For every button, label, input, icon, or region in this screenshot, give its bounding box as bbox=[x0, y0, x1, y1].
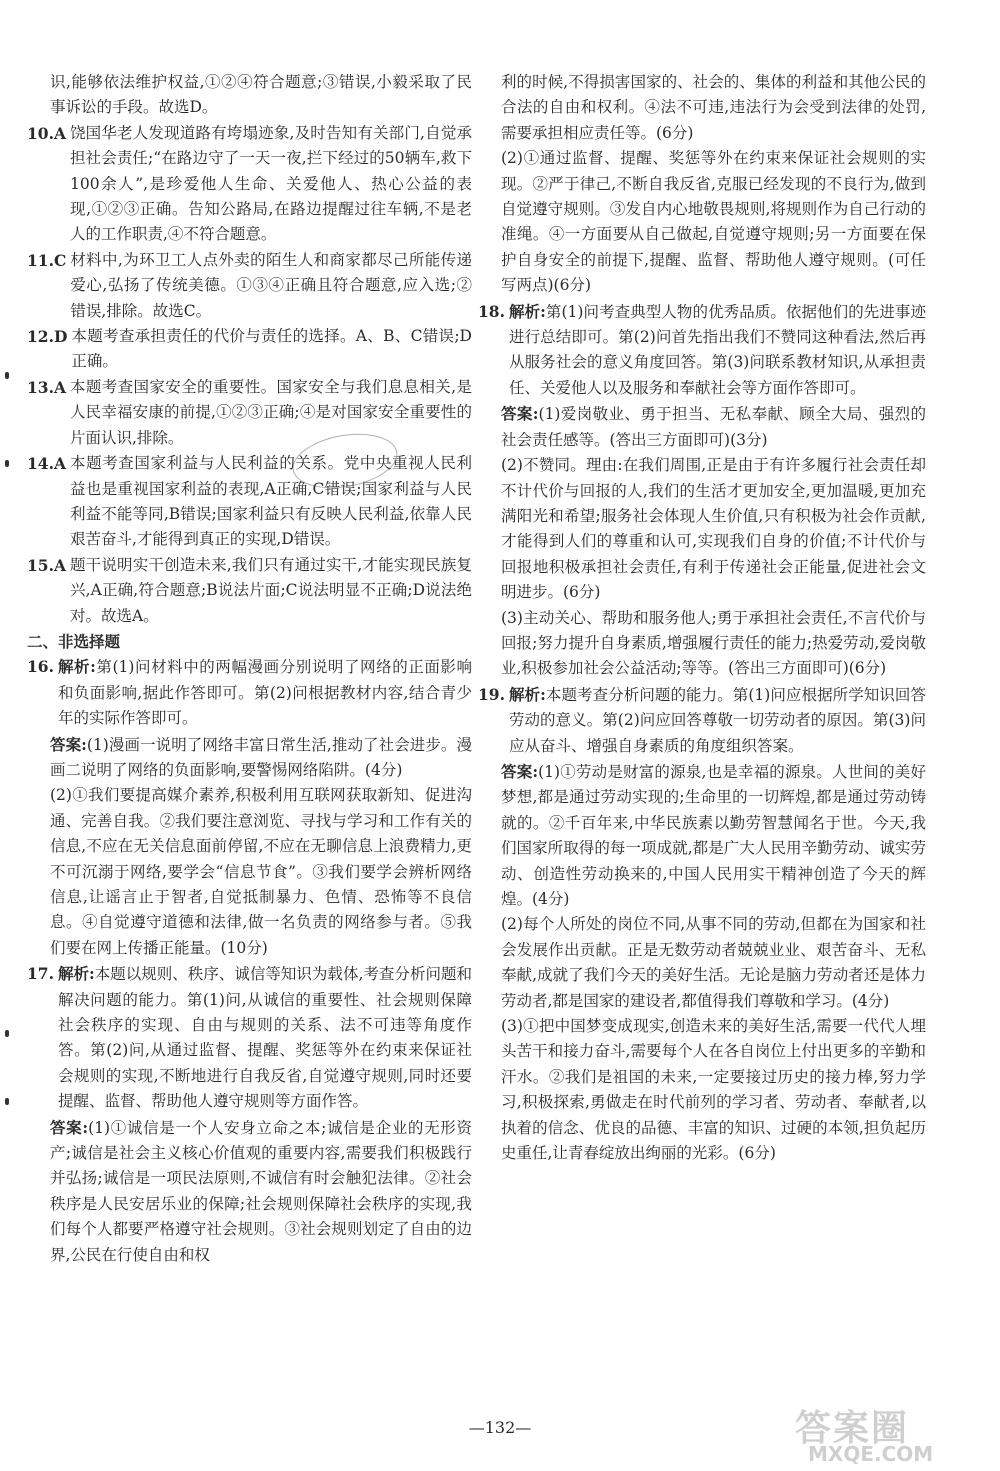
answer-label: 答案: bbox=[50, 734, 87, 754]
watermark-url: MXQE.COM bbox=[808, 1442, 934, 1466]
question-text: 本题考查承担责任的代价与责任的选择。A、B、C错误;D正确。 bbox=[71, 327, 472, 371]
analysis-text: 第(1)问材料中的两幅漫画分别说明了网络的正面影响和负面影响,据此作答即可。第(2)问根据教材内容,结合青少年的实际作答即可。 bbox=[57, 658, 472, 728]
margin-mark bbox=[5, 372, 9, 379]
question-14 bbox=[27, 451, 472, 553]
answer-text: (2)①我们要提高媒介素养,积极利用互联网获取新知、促进沟通、完善自我。②我们要注意浏览、寻找与学习和工作有关的信息,不应在无关信息面前停留,不应在无聊信息上浪费精力,更不可沉溺于网络,要学会“信息节食”。③我们要学会辨析网络信息,让谣言止于智者,自觉抵制暴力、色情、恐怖等不良信息。④自觉遵守道德和法律,做一名负责的网络参与者。⑤我们要在网上传播正能量。(10分) bbox=[50, 786, 472, 957]
left-column bbox=[27, 70, 472, 1268]
question-text: 题干说明实干创造未来,我们只有通过实干,才能实现民族复兴,A正确,符合题意;B说法片面;C说法明显不正确;D说法绝对。故选A。 bbox=[70, 555, 472, 625]
question-number: 14.A bbox=[27, 454, 66, 474]
analysis-text: 本题以规则、秩序、诚信等知识为载体,考查分析问题和解决问题的能力。第(1)问,从诚信的重要性、社会规则保障社会秩序的实现、自由与规则的关系、法不可违等角度作答。第(2)问,从通过监督、提醒、奖惩等外在约束来保证社会规则的实现,不断地进行自我反省,自觉遵守规则,同时还要提醒、监督、帮助他人遵守规则等方面作答。 bbox=[57, 965, 472, 1111]
analysis-label: 解析: bbox=[508, 301, 546, 321]
answer-block bbox=[478, 401, 926, 453]
question-18 bbox=[478, 299, 926, 402]
question-12 bbox=[27, 324, 472, 375]
answer-text: (3)①把中国梦变成现实,创造未来的美好生活,需要一代代人埋头苦干和接力奋斗,需要每个人在各自岗位上付出更多的辛勤和汗水。②我们是祖国的未来,一定要接过历史的接力棒,努力学习,积极探索,勇做走在时代前列的学习者、劳动者、奉献者,以执着的信念、优良的品德、丰富的知识、过硬的本领,担负起历史重任,让青春绽放出绚丽的光彩。(6分) bbox=[501, 1017, 926, 1163]
answer-text: (1)漫画一说明了网络丰富日常生活,推动了社会进步。漫画二说明了网络的负面影响,要警惕网络陷阱。(4分) bbox=[50, 735, 472, 779]
margin-mark bbox=[5, 1098, 9, 1105]
answer-text: (2)不赞同。理由:在我们周围,正是由于有许多履行社会责任却不计代价与回报的人,我们的生活才更加安全,更加温暖,更加充满阳光和希望;服务社会体现人生价值,只有积极为社会作贡献,才能得到人们的尊重和认可,实现我们自身的价值;不计代价与回报地积极承担社会责任,有利于传递社会正能量,促进社会文明进步。(6分) bbox=[501, 456, 926, 602]
question-number: 18. bbox=[478, 301, 505, 321]
section-heading: 二、非选择题 bbox=[27, 631, 121, 651]
answer-label: 答案: bbox=[501, 761, 539, 781]
question-number: 16. bbox=[27, 657, 54, 677]
analysis-label: 解析: bbox=[57, 964, 95, 984]
answer-label: 答案: bbox=[501, 404, 539, 424]
answer-block bbox=[27, 1115, 472, 1268]
page-number: —132— bbox=[468, 1418, 532, 1437]
question-number: 15.A bbox=[27, 555, 66, 575]
question-11 bbox=[27, 248, 472, 324]
question-15 bbox=[27, 553, 472, 629]
answer-text: (2)①通过监督、提醒、奖惩等外在约束来保证社会规则的实现。②严于律己,不断自我反省,克服已经发现的不良行为,做到自觉遵守规则。③发自内心地敬畏规则,将规则作为自己行动的准绳。④一方面要从自己做起,自觉遵守规则;另一方面要在保护自身安全的前提下,提醒、监督、帮助他人遵守规则。(可任写两点)(6分) bbox=[501, 149, 926, 295]
right-column bbox=[478, 70, 926, 1166]
question-number: 10.A bbox=[27, 123, 66, 143]
answer-text: (1)①劳动是财富的源泉,也是幸福的源泉。人世间的美好梦想,都是通过劳动实现的;生命里的一切辉煌,都是通过劳动铸就的。②千百年来,中华民族素以勤劳智慧闻名于世。今天,我们国家所取得的每一项成就,都是广大人民用辛勤劳动、诚实劳动、创造性劳动换来的,中国人民用实干精神创造了今天的辉煌。(4分) bbox=[501, 762, 926, 908]
answer-block bbox=[27, 732, 472, 784]
question-text: 本题考查国家安全的重要性。国家安全与我们息息相关,是人民幸福安康的前提,①②③正确;④是对国家安全重要性的片面认识,排除。 bbox=[70, 377, 472, 447]
watermark-logo: 答案圈 bbox=[795, 1408, 910, 1449]
question-17 bbox=[27, 961, 472, 1114]
question-text: 材料中,为环卫工人点外卖的陌生人和商家都尽己所能传递爱心,弘扬了传统美德。①③④正确且符合题意,应入选;②错误,排除。故选C。 bbox=[70, 250, 472, 320]
answer-block bbox=[478, 759, 926, 912]
intro-text: 识,能够依法维护权益,①②④符合题意;③错误,小毅采取了民事诉讼的手段。故选D。 bbox=[50, 73, 472, 117]
continued-text: 利的时候,不得损害国家的、社会的、集体的利益和其他公民的合法的自由和权利。④法不可违,违法行为会受到法律的处罚,需要承担相应责任等。(6分) bbox=[501, 73, 926, 142]
analysis-label: 解析: bbox=[508, 684, 546, 704]
question-number: 19. bbox=[478, 684, 505, 704]
margin-mark bbox=[5, 1030, 9, 1037]
answer-text: (2)每个人所处的岗位不同,从事不同的劳动,但都在为国家和社会发展作出贡献。正是无数劳动者兢兢业业、艰苦奋斗、无私奉献,成就了我们今天的美好生活。无论是脑力劳动者还是体力劳动者,都是国家的建设者,都值得我们尊敬和学习。(4分) bbox=[501, 915, 926, 1010]
question-16 bbox=[27, 654, 472, 731]
question-10 bbox=[27, 121, 472, 248]
answer-label: 答案: bbox=[50, 1117, 89, 1137]
analysis-label: 解析: bbox=[57, 657, 96, 677]
question-number: 12.D bbox=[27, 327, 68, 347]
answer-text: (3)主动关心、帮助和服务他人;勇于承担社会责任,不言代价与回报;努力提升自身素质,增强履行责任的能力;热爱劳动,爱岗敬业,积极参加社会公益活动;等等。(答出三方面即可)(6分) bbox=[501, 608, 926, 678]
analysis-text: 第(1)问考查典型人物的优秀品质。依据他们的先进事迹进行总结即可。第(2)问首先指出我们不赞同这种看法,然后再从服务社会的意义角度回答。第(3)问联系教材知识,从承担责任、关爱他人以及服务和奉献社会等方面作答即可。 bbox=[508, 302, 926, 397]
margin-mark bbox=[5, 460, 9, 467]
question-13 bbox=[27, 375, 472, 451]
question-number: 17. bbox=[27, 964, 54, 984]
analysis-text: 本题考查分析问题的能力。第(1)问应根据所学知识回答劳动的意义。第(2)问应回答尊敬一切劳动者的原因。第(3)问应从奋斗、增强自身素质的角度组织答案。 bbox=[508, 685, 926, 755]
question-text: 本题考查国家利益与人民利益的关系。党中央重视人民利益也是重视国家利益的表现,A正确,C错误;国家利益与人民利益不能等同,B错误;国家利益只有反映人民利益,依靠人民艰苦奋斗,才能得到真正的实现,D错误。 bbox=[70, 454, 472, 549]
question-19 bbox=[478, 682, 926, 759]
answer-text: (1)①诚信是一个人安身立命之本;诚信是企业的无形资产;诚信是社会主义核心价值观的重要内容,需要我们积极践行并弘扬;诚信是一项民法原则,不诚信有时会触犯法律。②社会秩序是人民安居乐业的保障;社会规则保障社会秩序的实现,我们每个人都要严格遵守社会规则。③社会规则划定了自由的边界,公民在行使自由和权 bbox=[50, 1118, 472, 1264]
question-number: 13.A bbox=[27, 377, 66, 397]
answer-text: (1)爱岗敬业、勇于担当、无私奉献、顾全大局、强烈的社会责任感等。(答出三方面即可)(3分) bbox=[501, 405, 926, 449]
question-text: 饶国华老人发现道路有垮塌迹象,及时告知有关部门,自觉承担社会责任;“在路边守了一天一夜,拦下经过的50辆车,救下100余人”,是珍爱他人生命、关爱他人、热心公益的表现,①②③正确。告知公路局,在路边提醒过往车辆,不是老人的工作职责,④不符合题意。 bbox=[70, 123, 472, 244]
question-number: 11.C bbox=[27, 250, 67, 270]
